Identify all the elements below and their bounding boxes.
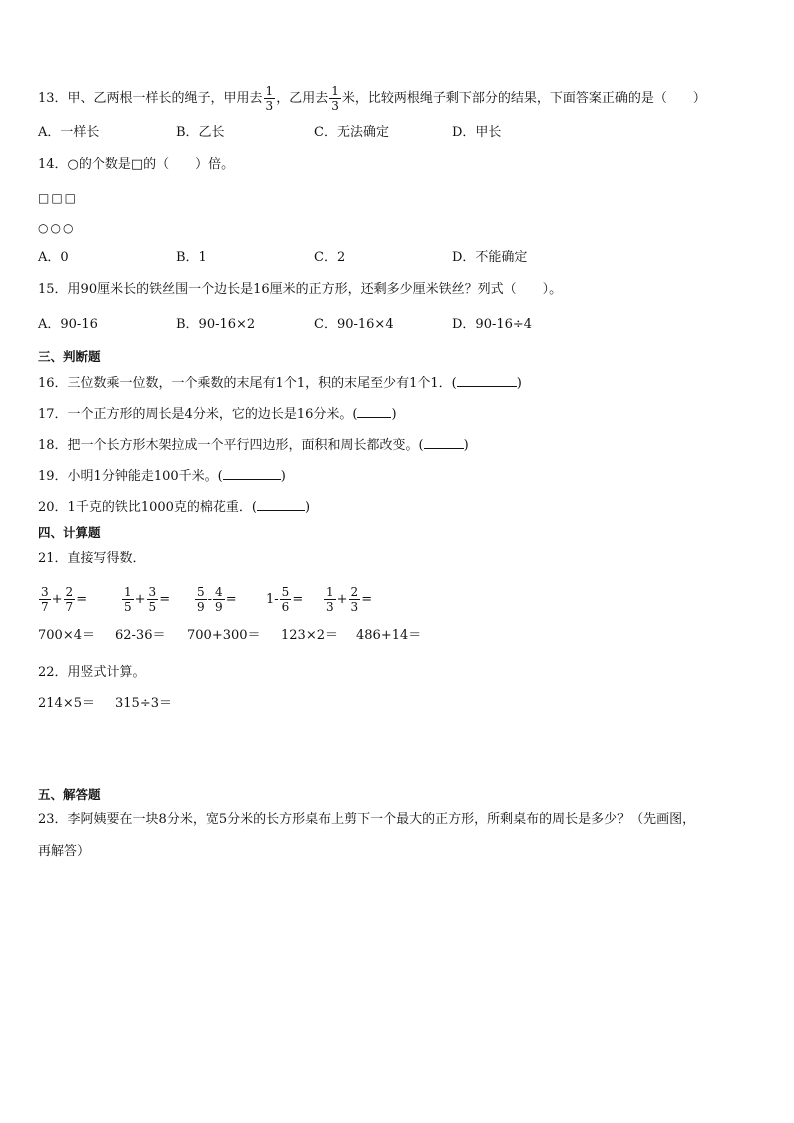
q13-option-c[interactable]: C．无法确定 <box>314 125 389 140</box>
q14-option-d[interactable]: D．不能确定 <box>452 250 528 265</box>
q13-stem: 13．甲、乙两根一样长的绳子，甲用去 $\frac{1}{3}$ ，乙用去 $\frac{1}{3}$ 米，比较两根绳子剩下部分的结果，下面答案正确的是（ ） <box>38 84 706 113</box>
q14-option-b[interactable]: B．1 <box>176 250 207 265</box>
calc-expression: 62-36＝ <box>115 628 166 643</box>
answer-blank[interactable] <box>357 405 391 418</box>
q23-stem: 23．李阿姨要在一块8分米，宽5分米的长方形桌布上剪下一个最大的正方形，所剩桌布的周长是多少？（先画图， <box>38 812 696 827</box>
calc-expression: 214×5＝ <box>38 696 95 711</box>
q13-option-b[interactable]: B．乙长 <box>176 125 225 140</box>
q15-option-b[interactable]: B．90-16×2 <box>176 317 256 332</box>
judge-item-16: 16．三位数乘一位数，一个乘数的末尾有1个1，积的末尾至少有1个1．( ) <box>38 376 522 391</box>
answer-blank[interactable] <box>223 467 281 480</box>
section-heading-solve: 五、解答题 <box>38 787 101 802</box>
judge-item-18: 18．把一个长方形木架拉成一个平行四边形，面积和周长都改变。( ) <box>38 438 469 453</box>
judge-item-20: 20．1千克的铁比1000克的棉花重．( ) <box>38 500 311 515</box>
answer-blank[interactable] <box>424 436 464 449</box>
q22-stem: 22．用竖式计算。 <box>38 665 146 680</box>
section-heading-calc: 四、计算题 <box>38 525 101 540</box>
section-heading-judge: 三、判断题 <box>38 349 101 364</box>
fraction: $\frac{3}{5}$ <box>148 585 157 614</box>
calc-expression: 700×4＝ <box>38 628 95 643</box>
q14-stem: 14．○的个数是□的（ ）倍。 <box>38 157 235 172</box>
fraction-expression: $\frac{1}{3}$ + $\frac{2}{3}$ = <box>326 585 373 614</box>
judge-item-19: 19．小明1分钟能走100千米。( ) <box>38 469 286 484</box>
fraction-expression: $\frac{3}{7}$ + $\frac{2}{7}$ = <box>41 585 88 614</box>
q23-stem-continued: 再解答） <box>38 844 91 859</box>
q13-option-d[interactable]: D．甲长 <box>452 125 502 140</box>
fraction-expression: 1- $\frac{5}{6}$ = <box>266 585 304 614</box>
answer-blank[interactable] <box>457 374 517 387</box>
q15-stem: 15．用90厘米长的铁丝围一个边长是16厘米的正方形，还剩多少厘米铁丝？列式（ ）。 <box>38 282 563 297</box>
fraction: $\frac{2}{3}$ <box>350 585 359 614</box>
q14-option-a[interactable]: A．0 <box>38 250 69 265</box>
fraction: $\frac{1}{3}$ <box>326 585 334 614</box>
fraction: $\frac{5}{9}$ <box>197 585 205 614</box>
fraction: $\frac{1}{3}$ <box>331 84 339 113</box>
answer-blank[interactable] <box>257 498 305 511</box>
fraction-expression: $\frac{5}{9}$ - $\frac{4}{9}$ = <box>197 585 237 614</box>
calc-expression: 123×2＝ <box>281 628 338 643</box>
fraction: $\frac{1}{3}$ <box>265 84 274 113</box>
q14-option-c[interactable]: C．2 <box>314 250 346 265</box>
fraction-expression: $\frac{1}{5}$ + $\frac{3}{5}$ = <box>124 585 171 614</box>
q15-option-d[interactable]: D．90-16÷4 <box>452 317 533 332</box>
judge-item-17: 17．一个正方形的周长是4分米，它的边长是16分米。( ) <box>38 407 397 422</box>
q21-stem: 21．直接写得数． <box>38 551 146 566</box>
fraction: $\frac{4}{9}$ <box>215 585 223 614</box>
square-symbols: □□□ <box>38 191 79 205</box>
q15-option-a[interactable]: A．90-16 <box>38 317 98 332</box>
fraction: $\frac{5}{6}$ <box>281 585 290 614</box>
q15-option-c[interactable]: C．90-16×4 <box>314 317 394 332</box>
q13-option-a[interactable]: A．一样长 <box>38 125 100 140</box>
fraction: $\frac{1}{5}$ <box>124 585 132 614</box>
calc-expression: 486+14＝ <box>356 628 422 643</box>
circle-symbols: ○○○ <box>38 221 76 235</box>
fraction: $\frac{2}{7}$ <box>65 585 74 614</box>
calc-expression: 700+300＝ <box>187 628 261 643</box>
calc-expression: 315÷3＝ <box>115 696 172 711</box>
fraction: $\frac{3}{7}$ <box>41 585 49 614</box>
